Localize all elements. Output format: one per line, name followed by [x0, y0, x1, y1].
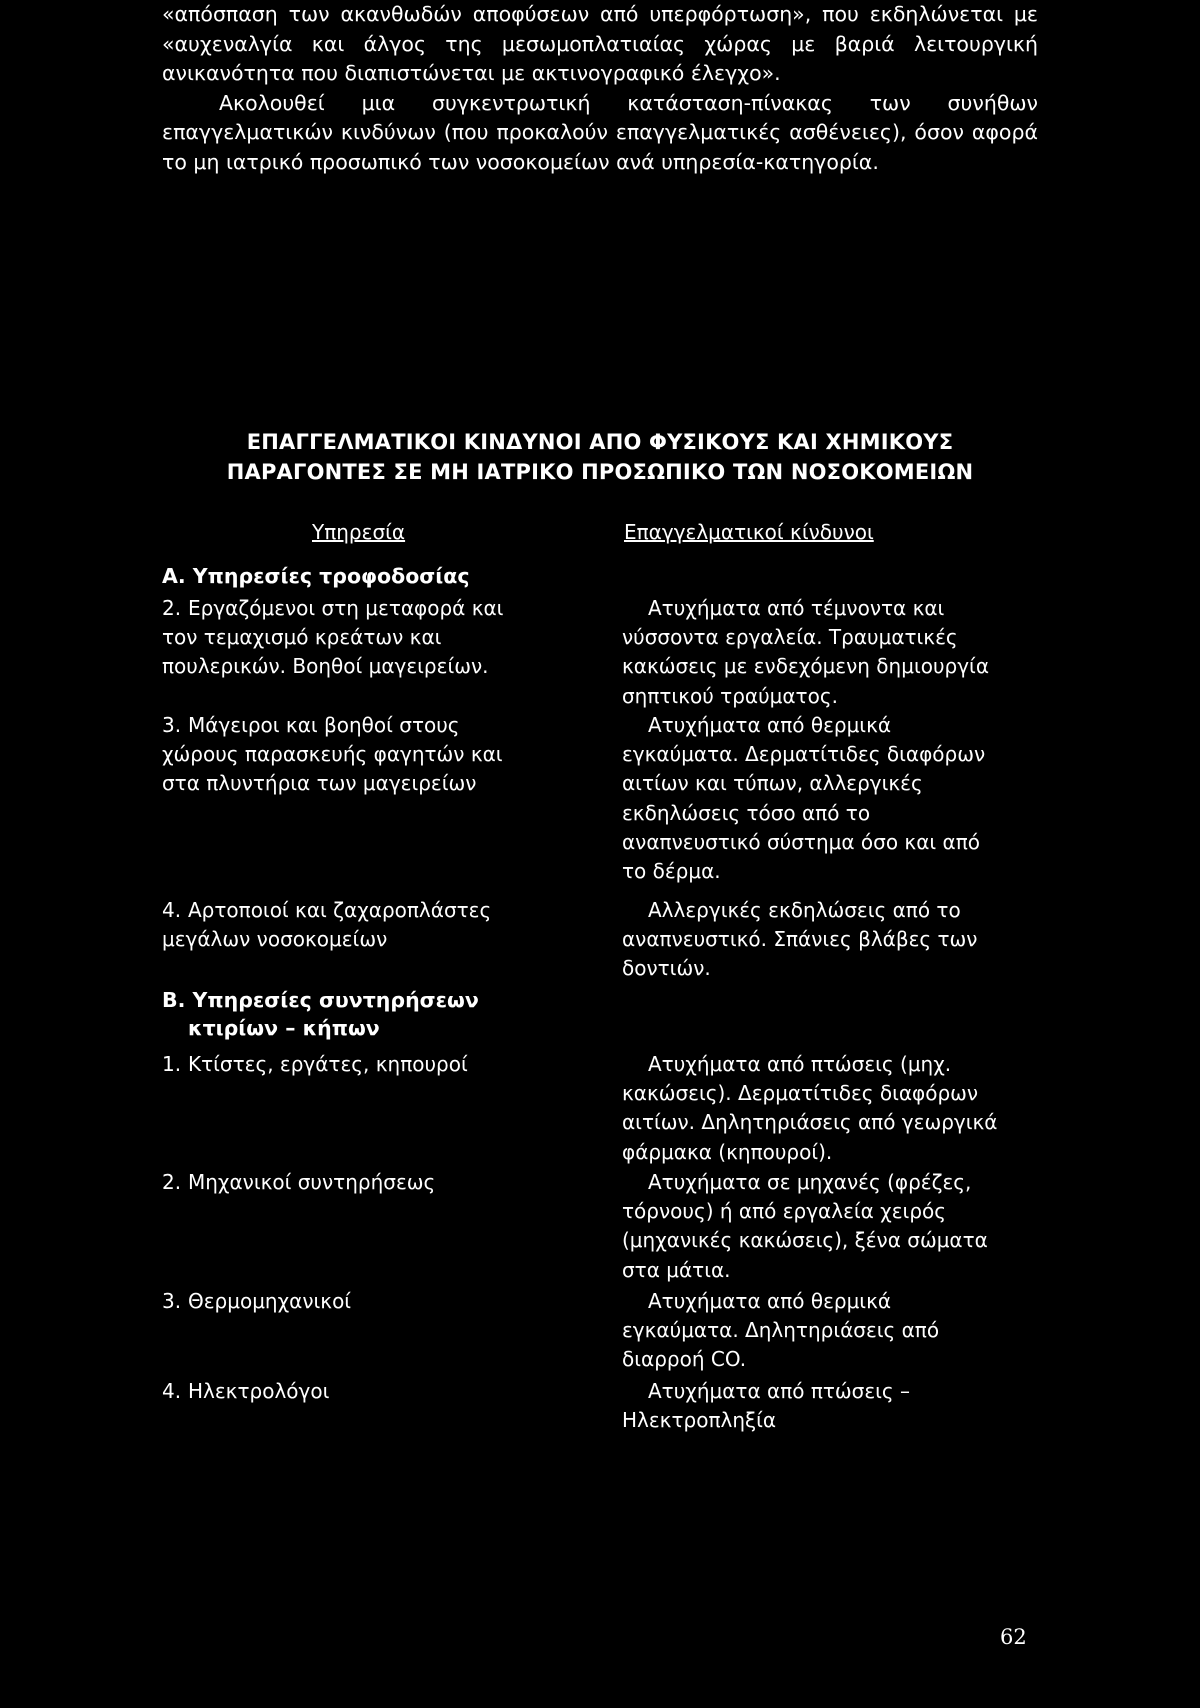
service-cell [162, 896, 562, 954]
service-cell [162, 711, 562, 799]
service-cell [162, 1168, 562, 1197]
risk-text: νύσσοντα εργαλεία. Τραυματικές [622, 625, 958, 650]
section-title-line: κτιρίων – κήπων [188, 1016, 380, 1040]
intro-text [162, 0, 1038, 177]
row-number: 3. [162, 713, 182, 737]
risk-text: Ατυχήματα από πτώσεις (μηχ. [648, 1052, 952, 1076]
risk-cell [622, 1050, 1022, 1167]
risk-text: Ατυχήματα από πτώσεις – [648, 1379, 911, 1403]
risk-text: αιτίων. Δηλητηριάσεις από γεωργικά [622, 1110, 998, 1135]
service-text: Μάγειροι και βοηθοί στους [188, 713, 460, 737]
intro-paragraph-1: «απόσπαση των ακανθωδών αποφύσεων από υπερφόρτωση», που εκδηλώνεται με «αυχεναλγία και άλγος της μεσωμοπλατιαίας χώρας με βαριά λειτουργική ανικανότητα που διαπιστώνεται με ακτινογραφικό έλεγχο». [162, 2, 1038, 85]
risk-text: Ηλεκτροπληξία [622, 1408, 777, 1433]
risk-text: Ατυχήματα από θερμικά [648, 713, 892, 737]
risk-text: στα μάτια. [622, 1257, 731, 1282]
row-number: 4. [162, 898, 182, 922]
risk-text: το δέρμα. [622, 859, 721, 884]
service-text: τον τεμαχισμό κρεάτων και [162, 625, 442, 650]
risk-text: Ατυχήματα από θερμικά [648, 1289, 892, 1313]
service-text: Αρτοποιοί και ζαχαροπλάστες [188, 898, 492, 922]
risk-text: διαρροή CO. [622, 1347, 747, 1372]
risk-cell [622, 1168, 1022, 1285]
service-text: μεγάλων νοσοκομείων [162, 927, 388, 952]
risk-cell [622, 594, 1022, 711]
risk-cell [622, 896, 1022, 984]
service-cell [162, 1050, 562, 1079]
risk-text: σηπτικού τραύματος. [622, 683, 838, 708]
row-number: 2. [162, 596, 182, 620]
risk-text: αναπνευστικό σύστημα όσο και από [622, 829, 980, 854]
service-text: Εργαζόμενοι στη μεταφορά και [188, 596, 504, 620]
risk-cell [622, 1377, 1022, 1435]
heading-line-1: ΕΠΑΓΓΕΛΜΑΤΙΚΟΙ ΚΙΝΔΥΝΟΙ ΑΠΟ ΦΥΣΙΚΟΥΣ ΚΑΙ ΧΗΜΙΚΟΥΣ [246, 430, 954, 454]
service-cell [162, 594, 562, 682]
row-number: 1. [162, 1052, 182, 1076]
risk-text: κακώσεις). Δερματίτιδες διαφόρων [622, 1081, 979, 1106]
column-header-risks: Επαγγελματικοί κίνδυνοι [624, 520, 874, 544]
risk-text: Ατυχήματα σε μηχανές (φρέζες, [648, 1170, 972, 1194]
risk-text: εγκαύματα. Δερματίτιδες διαφόρων [622, 742, 986, 767]
risk-text: κακώσεις με ενδεχόμενη δημιουργία [622, 654, 990, 679]
service-text: χώρους παρασκευής φαγητών και [162, 742, 503, 767]
risk-text: τόρνους) ή από εργαλεία χειρός [622, 1199, 946, 1224]
risk-cell [622, 1287, 1022, 1375]
risk-text: αναπνευστικό. Σπάνιες βλάβες των [622, 927, 978, 952]
section-a-title [162, 562, 470, 590]
risk-text: εγκαύματα. Δηλητηριάσεις από [622, 1318, 940, 1343]
table-heading [162, 427, 1038, 487]
section-title-line: Β. Υπηρεσίες συντηρήσεων [162, 988, 479, 1012]
row-number: 2. [162, 1170, 182, 1194]
risk-text: δοντιών. [622, 956, 711, 981]
service-text: Κτίστες, εργάτες, κηπουροί [188, 1052, 468, 1076]
section-title-line: Α. Υπηρεσίες τροφοδοσίας [162, 564, 470, 588]
risk-cell [622, 711, 1022, 886]
risk-text: φάρμακα (κηπουροί). [622, 1139, 833, 1164]
risk-text: αιτίων και τύπων, αλλεργικές [622, 771, 923, 796]
page-number: 62 [1000, 1625, 1027, 1649]
column-header-service: Υπηρεσία [312, 520, 406, 544]
risk-text: Ατυχήματα από τέμνοντα και [648, 596, 945, 620]
service-cell [162, 1377, 562, 1406]
risk-text: εκδηλώσεις τόσο από το [622, 800, 871, 825]
service-text: Ηλεκτρολόγοι [188, 1379, 330, 1403]
service-cell [162, 1287, 562, 1316]
risk-text: Αλλεργικές εκδηλώσεις από το [648, 898, 961, 922]
service-text: πουλερικών. Βοηθοί μαγειρείων. [162, 654, 489, 679]
risk-text: (μηχανικές κακώσεις), ξένα σώματα [622, 1228, 988, 1253]
service-text: στα πλυντήρια των μαγειρείων [162, 771, 477, 796]
service-text: Θερμομηχανικοί [188, 1289, 352, 1313]
row-number: 4. [162, 1379, 182, 1403]
section-b-title [162, 986, 479, 1042]
heading-line-2: ΠΑΡΑΓΟΝΤΕΣ ΣΕ ΜΗ ΙΑΤΡΙΚΟ ΠΡΟΣΩΠΙΚΟ ΤΩΝ ΝΟΣΟΚΟΜΕΙΩΝ [226, 460, 974, 484]
row-number: 3. [162, 1289, 182, 1313]
intro-paragraph-2: Ακολουθεί μια συγκεντρωτική κατάσταση-πίνακας των συνήθων επαγγελματικών κινδύνων (που προκαλούν επαγγελματικές ασθένειες), όσον αφορά το μη ιατρικό προσωπικό των νοσοκομείων ανά υπηρεσία-κατηγορία. [162, 90, 1038, 174]
service-text: Μηχανικοί συντηρήσεως [188, 1170, 436, 1194]
